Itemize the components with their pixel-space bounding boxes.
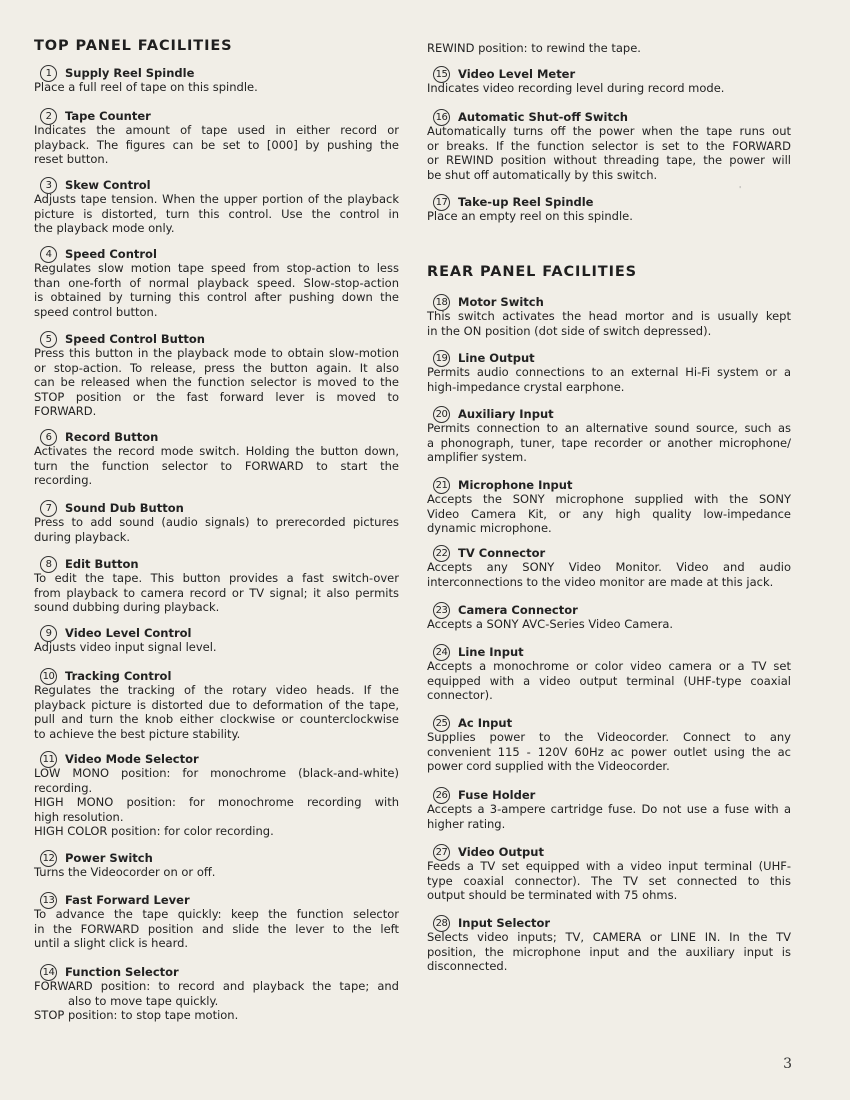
description-line: Indicates the amount of tape used in either record or: [34, 123, 399, 137]
facility-description: [427, 209, 791, 224]
circled-number-icon: 1: [40, 65, 57, 82]
description-line: HIGH MONO position: for monochrome recording with: [34, 795, 399, 810]
facility-item-2: [34, 109, 399, 167]
facility-title-text: Video Mode Selector: [65, 752, 199, 766]
facility-item-27: [427, 845, 791, 903]
circled-number-icon: 22: [433, 545, 450, 562]
circled-number-icon: 14: [40, 964, 57, 981]
facility-title-text: Supply Reel Spindle: [65, 66, 195, 80]
facility-item-13: [34, 893, 399, 951]
description-line: Activates the record mode switch. Holding the button down,: [34, 444, 399, 458]
facility-title-text: Record Button: [65, 430, 159, 444]
facility-item-6: [34, 430, 399, 488]
facility-title-text: Fuse Holder: [458, 788, 536, 802]
facility-description: [34, 444, 399, 488]
facility-description: [34, 192, 399, 236]
description-line: amplifier system.: [427, 450, 527, 465]
circled-number-icon: 12: [40, 850, 57, 867]
facility-title: [40, 851, 399, 866]
description-line: Video Camera Kit, or any high quality low-impedance: [427, 506, 791, 521]
description-line: connector).: [427, 688, 493, 703]
description-line: Automatically turns off the power when the tape runs out: [427, 124, 791, 138]
facility-title: [40, 178, 399, 193]
description-line: playback. The figures can be set to [000] by pushing the: [34, 137, 399, 152]
description-line: or stop-action. To release, press the button again. It also: [34, 360, 399, 375]
facility-description: [427, 859, 791, 903]
facility-title-text: Tracking Control: [65, 669, 172, 683]
facility-title: [433, 110, 791, 125]
description-line: reset button.: [34, 152, 109, 167]
description-line: STOP position: to stop tape motion.: [34, 1008, 239, 1023]
facility-description: [34, 640, 399, 655]
circled-number-icon: 3: [40, 177, 57, 194]
description-line: Place a full reel of tape on this spindle.: [34, 80, 258, 94]
facility-title-text: Input Selector: [458, 916, 551, 930]
description-line: Feeds a TV set equipped with a video input terminal (UHF-: [427, 859, 791, 873]
description-line: disconnected.: [427, 959, 508, 974]
description-line: during playback.: [34, 529, 131, 544]
description-line: Accepts a SONY AVC-Series Video Camera.: [427, 617, 674, 631]
circled-number-icon: 19: [433, 350, 450, 367]
facility-title: [433, 67, 791, 82]
circled-number-icon: 6: [40, 429, 57, 446]
facility-description: [34, 571, 399, 615]
circled-number-icon: 16: [433, 109, 450, 126]
facility-title-text: Speed Control: [65, 247, 157, 261]
circled-number-icon: 17: [433, 194, 450, 211]
description-line: interconnections to the video monitor are made at this jack.: [427, 574, 774, 589]
facility-item-10: [34, 669, 399, 741]
facility-title: [40, 109, 399, 124]
facility-item-12: [34, 851, 399, 880]
facility-item-3: [34, 178, 399, 236]
facility-item-15: [427, 67, 791, 96]
description-line: equipped with a video output terminal (UHF-type coaxial: [427, 673, 791, 688]
section-heading-top-panel: TOP PANEL FACILITIES: [34, 38, 233, 54]
description-line: also to move tape quickly.: [68, 993, 219, 1008]
facility-title-text: Speed Control Button: [65, 332, 205, 346]
facility-title: [40, 557, 399, 572]
facility-title: [40, 626, 399, 641]
description-line: or breaks. If the function selector is set to the FORWARD: [427, 138, 791, 153]
facility-item-16: [427, 110, 791, 182]
facility-title: [433, 295, 791, 310]
facility-description: [34, 515, 399, 544]
description-line: To advance the tape quickly: keep the function selector: [34, 907, 399, 921]
facility-description: [427, 659, 791, 703]
description-line: Press this button in the playback mode to obtain slow-motion: [34, 346, 399, 360]
facility-title-text: TV Connector: [458, 546, 546, 560]
facility-description: [34, 123, 399, 167]
facility-title-text: Video Output: [458, 845, 544, 859]
facility-item-23: [427, 603, 791, 632]
description-line: the playback mode only.: [34, 221, 175, 236]
description-line: Selects video inputs; TV, CAMERA or LINE IN. In the TV: [427, 930, 791, 944]
circled-number-icon: 2: [40, 108, 57, 125]
facility-title-text: Tape Counter: [65, 109, 151, 123]
rewind-position-text: REWIND position: to rewind the tape.: [427, 41, 641, 55]
description-line: STOP position or the fast forward lever is moved to: [34, 389, 399, 404]
facility-title-text: Auxiliary Input: [458, 407, 554, 421]
description-line: sound dubbing during playback.: [34, 600, 220, 615]
facility-description: [34, 979, 399, 1023]
description-line: playback picture is distorted due to deformation of the tape,: [34, 697, 399, 712]
circled-number-icon: 8: [40, 556, 57, 573]
facility-title-text: Automatic Shut-off Switch: [458, 110, 628, 124]
facility-item-18: [427, 295, 791, 338]
facility-description: [427, 309, 791, 338]
facility-title: [40, 430, 399, 445]
description-line: be shut off automatically by this switch.: [427, 167, 658, 182]
description-line: FORWARD position: to record and playback the tape; and: [34, 979, 399, 993]
description-line: than one-forth of normal playback speed. Slow-stop-action: [34, 275, 399, 290]
circled-number-icon: 10: [40, 668, 57, 685]
facility-title-text: Take-up Reel Spindle: [458, 195, 594, 209]
facility-item-7: [34, 501, 399, 544]
facility-title: [40, 501, 399, 516]
description-line: Permits connection to an alternative sound source, such as: [427, 421, 791, 435]
circled-number-icon: 5: [40, 331, 57, 348]
facility-description: [34, 865, 399, 880]
description-line: FORWARD.: [34, 404, 97, 419]
description-line: turn the function selector to FORWARD to start the: [34, 458, 399, 473]
facility-title: [40, 965, 399, 980]
facility-title: [40, 332, 399, 347]
facility-title: [433, 916, 791, 931]
description-line: Place an empty reel on this spindle.: [427, 209, 633, 223]
circled-number-icon: 4: [40, 246, 57, 263]
facility-item-28: [427, 916, 791, 974]
description-line: can be released when the function selector is moved to the: [34, 375, 399, 390]
circled-number-icon: 24: [433, 644, 450, 661]
circled-number-icon: 11: [40, 751, 57, 768]
description-line: Indicates video recording level during record mode.: [427, 81, 725, 95]
description-line: Accepts any SONY Video Monitor. Video and audio: [427, 560, 791, 574]
description-line: until a slight click is heard.: [34, 936, 189, 951]
facility-item-9: [34, 626, 399, 655]
circled-number-icon: 25: [433, 715, 450, 732]
facility-title: [40, 893, 399, 908]
facility-title: [433, 478, 791, 493]
facility-description: [34, 766, 399, 839]
facility-item-24: [427, 645, 791, 703]
circled-number-icon: 27: [433, 844, 450, 861]
description-line: recording.: [34, 780, 93, 795]
facility-description: [427, 617, 791, 632]
facility-item-14: [34, 965, 399, 1023]
facility-title-text: Microphone Input: [458, 478, 573, 492]
facility-title-text: Fast Forward Lever: [65, 893, 190, 907]
facility-item-11: [34, 752, 399, 839]
facility-title-text: Line Input: [458, 645, 524, 659]
description-line: output should be terminated with 75 ohms.: [427, 888, 678, 903]
description-line: Adjusts tape tension. When the upper portion of the playback: [34, 192, 399, 206]
description-line: picture is distorted, turn this control. Use the control in: [34, 206, 399, 221]
description-line: Accepts a monochrome or color video camera or a TV set: [427, 659, 791, 673]
circled-number-icon: 9: [40, 625, 57, 642]
description-line: pull and turn the knob either clockwise or counterclockwise: [34, 712, 399, 727]
facility-description: [427, 492, 791, 536]
description-line: Regulates the tracking of the rotary video heads. If the: [34, 683, 399, 697]
circled-number-icon: 23: [433, 602, 450, 619]
description-line: convenient 115 - 120V 60Hz ac power outlet using the ac: [427, 744, 791, 759]
facility-title-text: Sound Dub Button: [65, 501, 184, 515]
facility-title: [433, 716, 791, 731]
facility-description: [427, 802, 791, 831]
facility-description: [427, 560, 791, 589]
description-line: high-impedance crystal earphone.: [427, 379, 625, 394]
description-line: position, the microphone input and the auxiliary input is: [427, 944, 791, 959]
facility-title: [433, 645, 791, 660]
facility-title: [433, 351, 791, 366]
section-heading-rear-panel: REAR PANEL FACILITIES: [427, 264, 638, 280]
circled-number-icon: 28: [433, 915, 450, 932]
facility-title: [40, 247, 399, 262]
facility-description: [34, 261, 399, 319]
description-line: Adjusts video input signal level.: [34, 640, 217, 654]
facility-item-21: [427, 478, 791, 536]
description-line: a phonograph, tuner, tape recorder or another microphone/: [427, 435, 791, 450]
description-line: power cord supplied with the Videocorder.: [427, 759, 670, 774]
facility-description: [34, 80, 399, 95]
facility-description: [427, 124, 791, 182]
description-line: This switch activates the head mortor and is usually kept: [427, 309, 791, 323]
facility-item-8: [34, 557, 399, 615]
description-line: is obtained by turning this control after pushing down the: [34, 290, 399, 305]
facility-title-text: Video Level Control: [65, 626, 192, 640]
facility-item-26: [427, 788, 791, 831]
facility-title: [40, 752, 399, 767]
circled-number-icon: 21: [433, 477, 450, 494]
circled-number-icon: 13: [40, 892, 57, 909]
facility-title: [433, 603, 791, 618]
facility-title-text: Function Selector: [65, 965, 179, 979]
page-number: 3: [783, 1056, 792, 1072]
facility-title-text: Video Level Meter: [458, 67, 576, 81]
facility-item-20: [427, 407, 791, 465]
facility-title: [40, 669, 399, 684]
description-line: higher rating.: [427, 816, 506, 831]
facility-title: [433, 195, 791, 210]
description-line: or REWIND position without threading tape, the power will: [427, 153, 791, 168]
facility-item-22: [427, 546, 791, 589]
circled-number-icon: 7: [40, 500, 57, 517]
facility-title: [433, 788, 791, 803]
facility-description: [427, 930, 791, 974]
facility-title: [40, 66, 399, 81]
facility-description: [34, 907, 399, 951]
facility-title-text: Ac Input: [458, 716, 513, 730]
facility-item-4: [34, 247, 399, 319]
facility-item-5: [34, 332, 399, 419]
facility-description: [34, 683, 399, 741]
circled-number-icon: 26: [433, 787, 450, 804]
description-line: HIGH COLOR position: for color recording.: [34, 824, 274, 839]
description-line: dynamic microphone.: [427, 521, 552, 536]
facility-item-17: [427, 195, 791, 224]
scan-mark: ': [739, 185, 742, 194]
description-line: Supplies power to the Videocorder. Connect to any: [427, 730, 791, 744]
description-line: To edit the tape. This button provides a fast switch-over: [34, 571, 399, 585]
description-line: in the ON position (dot side of switch depressed).: [427, 323, 712, 338]
description-line: recording.: [34, 473, 93, 488]
description-line: Permits audio connections to an external Hi-Fi system or a: [427, 365, 791, 379]
description-line: Accepts the SONY microphone supplied with the SONY: [427, 492, 791, 506]
description-line: Press to add sound (audio signals) to prerecorded pictures: [34, 515, 399, 529]
facility-description: [427, 730, 791, 774]
description-line: high resolution.: [34, 809, 124, 824]
description-line: speed control button.: [34, 304, 158, 319]
facility-item-1: [34, 66, 399, 95]
circled-number-icon: 18: [433, 294, 450, 311]
facility-title-text: Camera Connector: [458, 603, 578, 617]
facility-title-text: Skew Control: [65, 178, 151, 192]
facility-description: [427, 365, 791, 394]
facility-title-text: Line Output: [458, 351, 535, 365]
facility-title-text: Edit Button: [65, 557, 139, 571]
facility-description: [427, 81, 791, 96]
description-line: from playback to camera record or TV signal; it also permits: [34, 585, 399, 600]
description-line: Turns the Videocorder on or off.: [34, 865, 216, 879]
facility-description: [34, 346, 399, 419]
description-line: type coaxial connector). The TV set connected to this: [427, 873, 791, 888]
facility-title-text: Motor Switch: [458, 295, 544, 309]
facility-title: [433, 845, 791, 860]
description-line: to achieve the best picture stability.: [34, 726, 241, 741]
facility-description: [427, 421, 791, 465]
description-line: in the FORWARD position and slide the lever to the left: [34, 921, 399, 936]
description-line: Regulates slow motion tape speed from stop-action to less: [34, 261, 399, 275]
facility-title-text: Power Switch: [65, 851, 153, 865]
facility-title: [433, 546, 791, 561]
facility-title: [433, 407, 791, 422]
circled-number-icon: 15: [433, 66, 450, 83]
description-line: LOW MONO position: for monochrome (black-and-white): [34, 766, 399, 780]
circled-number-icon: 20: [433, 406, 450, 423]
description-line: Accepts a 3-ampere cartridge fuse. Do not use a fuse with a: [427, 802, 791, 816]
facility-item-19: [427, 351, 791, 394]
facility-item-25: [427, 716, 791, 774]
